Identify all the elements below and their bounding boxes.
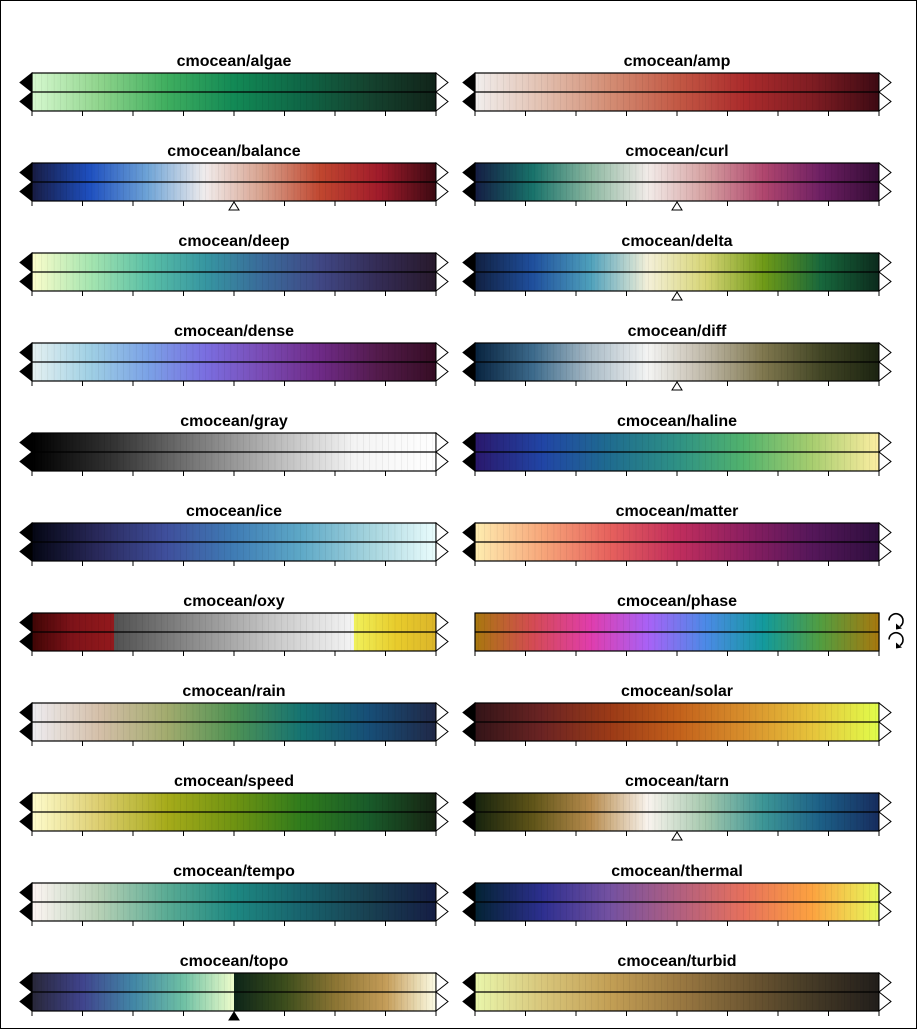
over-extend-icon [879,452,891,471]
colormap-panel [20,413,448,476]
under-extend-icon [20,272,32,291]
colormap-title: cmocean/gray [180,413,288,430]
colormap-title: cmocean/deep [178,233,290,250]
over-extend-icon [436,452,448,471]
colormap-panel [463,143,891,210]
under-extend-icon [463,452,475,471]
colormap-panel [463,413,891,476]
colormap-title: cmocean/rain [182,683,286,700]
colormap-panel [20,233,448,296]
colormap-title: cmocean/curl [625,143,729,160]
under-extend-icon [20,362,32,381]
colormap-title: cmocean/haline [616,413,738,430]
center-marker-icon [672,292,682,300]
over-extend-icon [436,163,448,182]
over-extend-icon [436,613,448,632]
colormap-title: cmocean/ice [185,503,283,520]
under-extend-icon [20,433,32,452]
over-extend-icon [436,523,448,542]
colormap-title: cmocean/balance [167,143,301,160]
colormap-panel [20,143,448,210]
over-extend-icon [436,362,448,381]
cyclic-icon [889,633,903,646]
colormap-panel [463,53,891,116]
colormap-panel [20,323,448,386]
over-extend-icon [436,182,448,201]
colormap-title: cmocean/algae [176,53,292,70]
colormap-title: cmocean/dense [173,323,295,340]
center-marker-icon [672,202,682,210]
under-extend-icon [20,523,32,542]
under-extend-icon [463,253,475,272]
colormap-title: cmocean/amp [623,53,731,70]
under-extend-icon [20,452,32,471]
under-extend-icon [463,523,475,542]
under-extend-icon [20,613,32,632]
colormap-panel [463,323,891,390]
over-extend-icon [879,272,891,291]
over-extend-icon [436,343,448,362]
over-extend-icon [879,523,891,542]
colormap-panels [1,1,917,1029]
under-extend-icon [20,73,32,92]
over-extend-icon [436,542,448,561]
colormap-title: cmocean/oxy [183,593,285,610]
over-extend-icon [436,433,448,452]
colormap-title: cmocean/phase [616,593,738,610]
over-extend-icon [879,343,891,362]
over-extend-icon [879,433,891,452]
over-extend-icon [879,182,891,201]
over-extend-icon [879,92,891,111]
colormap-panel [475,593,903,656]
under-extend-icon [463,433,475,452]
under-extend-icon [463,362,475,381]
colormap-title: cmocean/delta [621,233,733,250]
center-marker-icon [229,202,239,210]
colormap-panel [463,503,891,566]
under-extend-icon [463,92,475,111]
under-extend-icon [463,542,475,561]
under-extend-icon [463,73,475,92]
under-extend-icon [463,182,475,201]
colormap-panel [20,53,448,116]
colormap-title: cmocean/diff [627,323,727,340]
cyclic-icon [889,614,903,627]
under-extend-icon [20,343,32,362]
colormap-panel [20,683,448,746]
under-extend-icon [20,542,32,561]
under-extend-icon [463,343,475,362]
over-extend-icon [879,253,891,272]
over-extend-icon [879,163,891,182]
under-extend-icon [463,163,475,182]
under-extend-icon [20,632,32,651]
over-extend-icon [436,92,448,111]
under-extend-icon [20,182,32,201]
over-extend-icon [879,73,891,92]
over-extend-icon [436,272,448,291]
over-extend-icon [436,632,448,651]
center-marker-icon [672,382,682,390]
under-extend-icon [20,253,32,272]
colormap-panel [20,593,448,656]
colormap-panel [463,233,891,300]
over-extend-icon [436,253,448,272]
over-extend-icon [879,362,891,381]
under-extend-icon [20,163,32,182]
under-extend-icon [20,92,32,111]
under-extend-icon [463,272,475,291]
over-extend-icon [879,542,891,561]
colormap-panel [20,503,448,566]
over-extend-icon [436,73,448,92]
colormap-title: cmocean/matter [615,503,739,520]
